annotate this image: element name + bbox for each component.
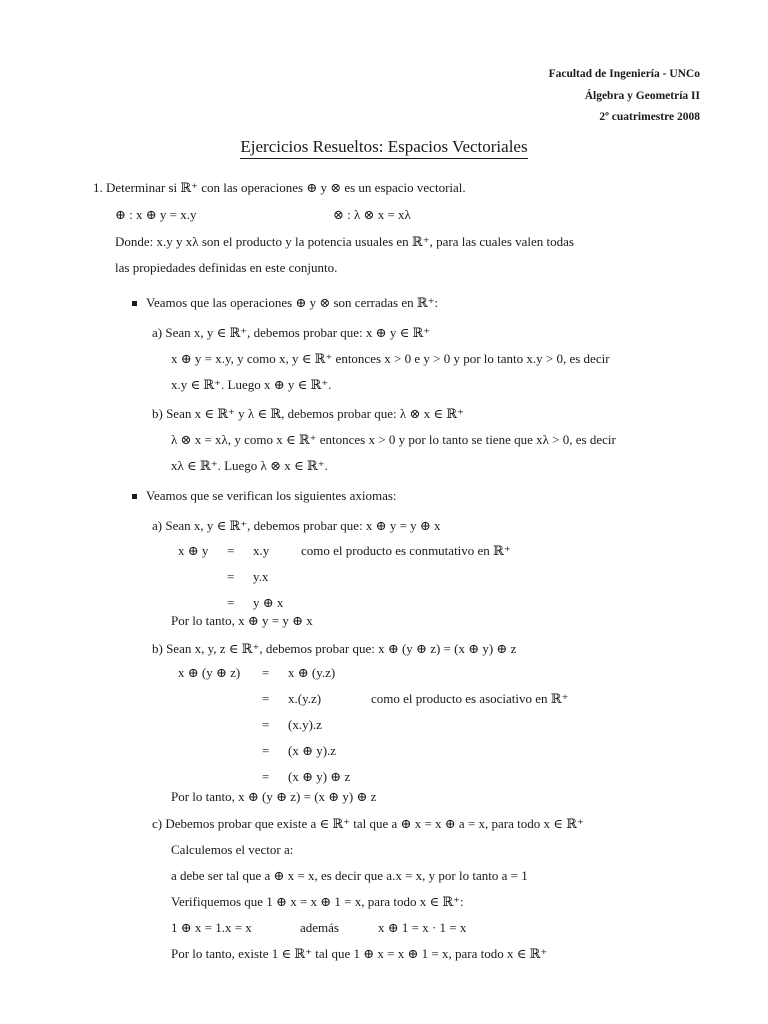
axiom-a-eq3-right: y ⊕ x: [253, 595, 284, 610]
axiom-b-eq5-op: =: [262, 769, 270, 784]
closure-b-line2: λ ⊗ x = xλ, y como x ∈ ℝ⁺ entonces x > 0 y por lo tanto se tiene que xλ > 0, es decir: [171, 432, 616, 447]
axiom-b-eq2-right: x.(y.z): [288, 691, 322, 706]
op-sum-definition: ⊕ : x ⊕ y = x.y: [115, 207, 197, 222]
axiom-c-conclusion: Por lo tanto, existe 1 ∈ ℝ⁺ tal que 1 ⊕ x = x ⊕ 1 = x, para todo x ∈ ℝ⁺: [171, 946, 548, 961]
axiom-a-eq3-op: =: [227, 595, 235, 610]
header-faculty: Facultad de Ingeniería - UNCo: [548, 68, 700, 80]
page-title-text: Ejercicios Resueltos: Espacios Vectoriales: [240, 137, 527, 159]
closure-a-line3: x.y ∈ ℝ⁺. Luego x ⊕ y ∈ ℝ⁺.: [171, 377, 332, 392]
axiom-c-line5-left: 1 ⊕ x = 1.x = x: [171, 920, 252, 935]
donde-line-2: las propiedades definidas en este conjunto.: [115, 260, 338, 275]
axiom-c-line3: a debe ser tal que a ⊕ x = x, es decir que a.x = x, y por lo tanto a = 1: [171, 868, 528, 883]
axiom-a-eq2-right: y.x: [253, 569, 269, 584]
axiom-c-line5-right: x ⊕ 1 = x · 1 = x: [378, 920, 467, 935]
axiom-b-eq3-right: (x.y).z: [288, 717, 322, 732]
closure-b: b) Sean x ∈ ℝ⁺ y λ ∈ ℝ, debemos probar que: λ ⊗ x ∈ ℝ⁺: [152, 406, 464, 421]
axiom-b-eq3-op: =: [262, 717, 270, 732]
axiom-c-line2: Calculemos el vector a:: [171, 842, 294, 857]
closure-b-line3: xλ ∈ ℝ⁺. Luego λ ⊗ x ∈ ℝ⁺.: [171, 458, 328, 473]
axiom-b: b) Sean x, y, z ∈ ℝ⁺, debemos probar que: x ⊕ (y ⊕ z) = (x ⊕ y) ⊕ z: [152, 641, 517, 656]
axiom-a: a) Sean x, y ∈ ℝ⁺, debemos probar que: x ⊕ y = y ⊕ x: [152, 518, 441, 533]
axiom-a-conclusion: Por lo tanto, x ⊕ y = y ⊕ x: [171, 613, 313, 628]
axiom-c-line5-mid: además: [300, 920, 339, 935]
bullet-marker: [132, 494, 137, 499]
bullet-marker: [132, 301, 137, 306]
axiom-b-eq1-op: =: [262, 665, 270, 680]
axiom-b-eq1-right: x ⊕ (y.z): [288, 665, 336, 680]
axiom-b-eq4-right: (x ⊕ y).z: [288, 743, 337, 758]
header-course: Álgebra y Geometría II: [584, 90, 700, 102]
header-term: 2º cuatrimestre 2008: [599, 111, 700, 123]
axiom-b-eq4-op: =: [262, 743, 270, 758]
donde-line: Donde: x.y y xλ son el producto y la potencia usuales en ℝ⁺, para las cuales valen todas: [115, 234, 574, 249]
axiom-b-conclusion: Por lo tanto, x ⊕ (y ⊕ z) = (x ⊕ y) ⊕ z: [171, 789, 377, 804]
axiom-a-eq1-op: =: [227, 543, 235, 558]
axiom-a-eq1-left: x ⊕ y: [178, 543, 209, 558]
axiom-a-eq2-op: =: [227, 569, 235, 584]
axiom-a-eq1-note: como el producto es conmutativo en ℝ⁺: [301, 543, 511, 558]
axiom-b-eq2-note: como el producto es asociativo en ℝ⁺: [371, 691, 569, 706]
page-title: [0, 139, 768, 155]
axiom-c-line4: Verifiquemos que 1 ⊕ x = x ⊕ 1 = x, para todo x ∈ ℝ⁺:: [171, 894, 464, 909]
axiom-a-eq1-right: x.y: [253, 543, 270, 558]
bullet-axioms: Veamos que se verifican los siguientes axiomas:: [146, 488, 397, 503]
closure-a-line2: x ⊕ y = x.y, y como x, y ∈ ℝ⁺ entonces x > 0 e y > 0 y por lo tanto x.y > 0, es decir: [171, 351, 610, 366]
axiom-b-eq2-op: =: [262, 691, 270, 706]
axiom-c: c) Debemos probar que existe a ∈ ℝ⁺ tal que a ⊕ x = x ⊕ a = x, para todo x ∈ ℝ⁺: [152, 816, 584, 831]
closure-a: a) Sean x, y ∈ ℝ⁺, debemos probar que: x ⊕ y ∈ ℝ⁺: [152, 325, 431, 340]
axiom-b-eq1-left: x ⊕ (y ⊕ z): [178, 665, 241, 680]
axiom-b-eq5-right: (x ⊕ y) ⊕ z: [288, 769, 351, 784]
exercise-statement: 1. Determinar si ℝ⁺ con las operaciones ⊕ y ⊗ es un espacio vectorial.: [93, 180, 466, 195]
bullet-closure: Veamos que las operaciones ⊕ y ⊗ son cerradas en ℝ⁺:: [146, 295, 439, 310]
op-prod-definition: ⊗ : λ ⊗ x = xλ: [333, 207, 411, 222]
